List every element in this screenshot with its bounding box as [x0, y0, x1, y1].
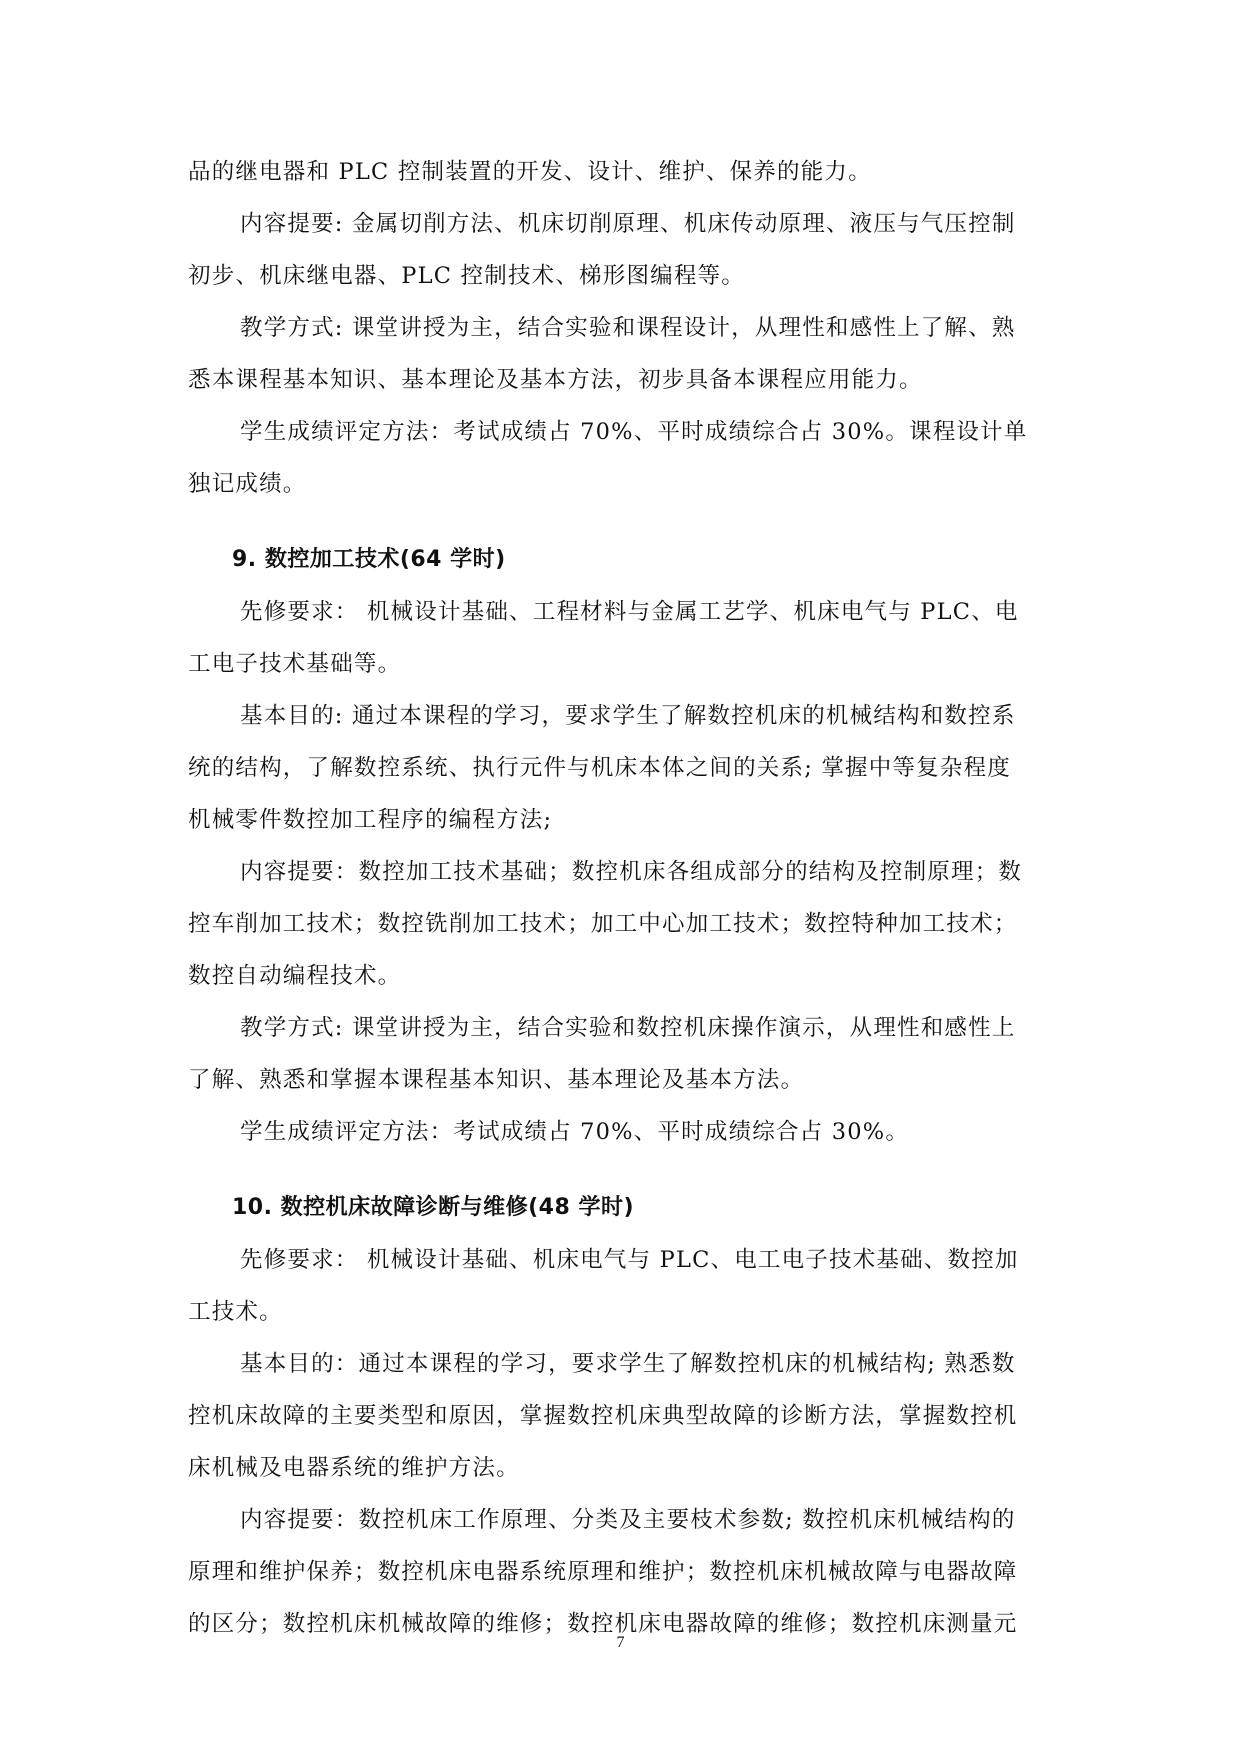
section-heading-9: 9. 数控加工技术(64 学时): [232, 547, 506, 572]
section-heading-10: 10. 数控机床故障诊断与维修(48 学时): [232, 1195, 635, 1220]
text-line: 原理和维护保养；数控机床电器系统原理和维护；数控机床机械故障与电器故障: [188, 1559, 1018, 1585]
text-line: 悉本课程基本知识、基本理论及基本方法，初步具备本课程应用能力。: [188, 367, 923, 393]
text-line: 了解、熟悉和掌握本课程基本知识、基本理论及基本方法。: [188, 1067, 805, 1093]
text-line: 控机床故障的主要类型和原因，掌握数控机床典型故障的诊断方法，掌握数控机: [188, 1403, 1018, 1429]
text-line: 控车削加工技术；数控铣削加工技术；加工中心加工技术；数控特种加工技术；: [188, 911, 1018, 937]
text-line: 教学方式: 课堂讲授为主，结合实验和数控机床操作演示，从理性和感性上: [240, 1015, 1016, 1041]
text-line: 工电子技术基础等。: [188, 651, 402, 677]
page-number: 7: [616, 1634, 625, 1651]
text-line: 的区分；数控机床机械故障的维修；数控机床电器故障的维修；数控机床测量元: [188, 1611, 1018, 1637]
text-line: 初步、机床继电器、PLC 控制技术、梯形图编程等。: [188, 263, 745, 289]
text-line: 教学方式: 课堂讲授为主，结合实验和课程设计，从理性和感性上了解、熟: [240, 315, 1016, 341]
text-line: 数控自动编程技术。: [188, 963, 402, 989]
text-line: 床机械及电器系统的维护方法。: [188, 1455, 520, 1481]
text-line: 独记成绩。: [188, 471, 307, 497]
text-line: 基本目的：通过本课程的学习，要求学生了解数控机床的机械结构; 熟悉数: [240, 1351, 1016, 1377]
text-line: 内容提要：数控机床工作原理、分类及主要枝术参数; 数控机床机械结构的: [240, 1507, 1016, 1533]
text-line: 机械零件数控加工程序的编程方法;: [188, 807, 553, 833]
text-line: 工技术。: [188, 1299, 283, 1325]
text-line: 品的继电器和 PLC 控制装置的开发、设计、维护、保养的能力。: [188, 159, 872, 185]
text-line: 内容提要：数控加工技术基础；数控机床各组成部分的结构及控制原理；数: [240, 859, 1023, 885]
text-line: 先修要求： 机械设计基础、工程材料与金属工艺学、机床电气与 PLC、电: [240, 599, 1019, 625]
text-line: 统的结构，了解数控系统、执行元件与机床本体之间的关系; 掌握中等复杂程度: [188, 755, 1011, 781]
text-line: 内容提要: 金属切削方法、机床切削原理、机床传动原理、液压与气压控制: [240, 211, 1016, 237]
text-line: 学生成绩评定方法：考试成绩占 70%、平时成绩综合占 30%。: [240, 1119, 910, 1145]
text-line: 基本目的: 通过本课程的学习，要求学生了解数控机床的机械结构和数控系: [240, 703, 1016, 729]
text-line: 学生成绩评定方法：考试成绩占 70%、平时成绩综合占 30%。课程设计单: [240, 419, 1028, 445]
text-line: 先修要求： 机械设计基础、机床电气与 PLC、电工电子技术基础、数控加: [240, 1247, 1019, 1273]
